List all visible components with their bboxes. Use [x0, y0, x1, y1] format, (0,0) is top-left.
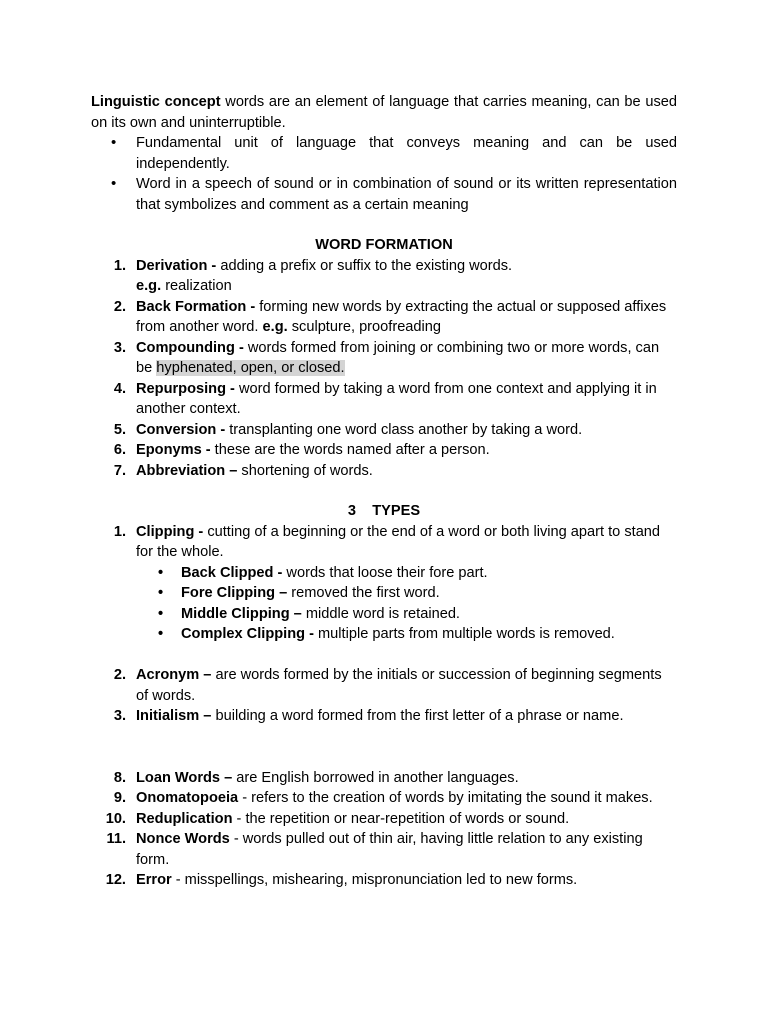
sub-text: multiple parts from multiple words is removed.: [313, 626, 615, 642]
item-text: cutting of a beginning or the end of a word or both living apart to stand for the whole.: [136, 523, 661, 560]
item-text: building a word formed from the first letter of a phrase or name.: [211, 708, 624, 724]
list-item: [91, 665, 677, 706]
spacer: [91, 727, 677, 768]
more-formation-list: [91, 768, 677, 891]
list-item: [91, 338, 677, 379]
list-item: [91, 256, 677, 297]
sub-term: Fore Clipping –: [181, 585, 288, 601]
highlighted-text: hyphenated, open, or closed.: [156, 360, 345, 376]
item-text: adding a prefix or suffix to the existing words.: [216, 257, 513, 274]
item-text: shortening of words.: [237, 462, 373, 479]
item-text: word formed by taking a word from one context and applying it in another context.: [136, 380, 657, 417]
item-number: 6.: [113, 442, 126, 458]
item-term: Initialism –: [136, 708, 212, 724]
list-item: [91, 440, 677, 461]
item-term: Clipping -: [136, 523, 204, 540]
bullet-item: • Word in a speech of sound or in combination of sound or its written representation that symbolizes and comment as a certain meaning: [91, 174, 677, 215]
clipping-sublist: [136, 563, 677, 645]
item-number: 7.: [113, 462, 126, 479]
item-number: 10.: [105, 810, 126, 827]
item-text: - words pulled out of thin air, having little relation to any existing form.: [136, 831, 643, 868]
sub-term: Complex Clipping -: [181, 626, 314, 642]
list-item: [91, 829, 677, 870]
sub-text: removed the first word.: [287, 585, 440, 601]
item-number: 12.: [105, 872, 126, 888]
item-text: are words formed by the initials or succession of beginning segments of words.: [136, 667, 662, 704]
item-term: Onomatopoeia: [136, 790, 239, 806]
item-term: Conversion -: [136, 421, 226, 438]
item-number: 2.: [113, 667, 126, 683]
item-text: words formed from joining or combining two or more words, can be: [136, 339, 660, 376]
item-text: transplanting one word class another by taking a word.: [225, 421, 583, 438]
sub-term: Back Clipped -: [181, 564, 283, 581]
sub-text: middle word is retained.: [301, 605, 460, 622]
sub-item: [136, 604, 677, 625]
list-item: [91, 420, 677, 441]
list-item: [91, 461, 677, 482]
item-text: are English borrowed in another languages.: [232, 769, 519, 786]
spacer: [91, 645, 677, 666]
document-page: [91, 92, 677, 891]
item-term: Reduplication: [136, 810, 233, 827]
item-text: these are the words named after a person.: [210, 442, 490, 458]
heading-types: 3 TYPES: [347, 503, 421, 519]
sub-term: Middle Clipping –: [181, 605, 302, 622]
item-term: Abbreviation –: [136, 462, 238, 479]
item-text: forming new words by extracting the actual or supposed affixes from another word.: [136, 298, 667, 335]
item-term: Nonce Words: [136, 831, 230, 847]
item-eg-label: e.g.: [136, 278, 162, 294]
item-eg-label: e.g.: [262, 319, 288, 335]
item-number: 3.: [113, 339, 126, 356]
item-term: Acronym –: [136, 667, 212, 683]
formation-list: [91, 256, 677, 482]
intro-term: Linguistic concept: [91, 94, 221, 110]
item-number: 4.: [113, 380, 126, 397]
item-eg: realization: [161, 278, 232, 294]
item-number: 1.: [113, 257, 126, 274]
item-number: 1.: [113, 523, 126, 540]
heading-word-formation: WORD FORMATION: [315, 237, 453, 253]
item-number: 11.: [106, 831, 126, 847]
item-number: 9.: [113, 790, 126, 806]
item-term: Repurposing -: [136, 380, 235, 397]
list-item: [91, 788, 677, 809]
item-number: 3.: [113, 708, 126, 724]
list-item: [91, 522, 677, 645]
types-list: [91, 522, 677, 727]
intro-text: words are an element of language that carries meaning, can be used on its own and uninterruptible.: [91, 94, 677, 131]
list-item: [91, 379, 677, 420]
list-item: [91, 297, 677, 338]
sub-item: [136, 583, 677, 604]
list-item: [91, 768, 677, 789]
sub-item: [136, 563, 677, 584]
item-text: - misspellings, mishearing, mispronunciation led to new forms.: [171, 872, 578, 888]
item-term: Derivation -: [136, 257, 217, 274]
sub-text: words that loose their fore part.: [282, 564, 488, 581]
list-item: [91, 870, 677, 891]
definition-bullets: [91, 133, 677, 215]
item-number: 2.: [113, 298, 126, 315]
item-text: - refers to the creation of words by imitating the sound it makes.: [238, 790, 653, 806]
item-number: 8.: [113, 769, 126, 786]
item-term: Compounding -: [136, 339, 244, 356]
bullet-item: • Fundamental unit of language that conveys meaning and can be used independently.: [91, 133, 677, 174]
sub-item: [136, 624, 677, 645]
item-text: - the repetition or near-repetition of words or sound.: [232, 810, 570, 827]
list-item: [91, 706, 677, 727]
list-item: [91, 809, 677, 830]
item-number: 5.: [113, 421, 126, 438]
intro-paragraph: [91, 92, 677, 133]
item-term: Eponyms -: [136, 442, 211, 458]
item-term: Back Formation -: [136, 298, 256, 315]
item-term: Loan Words –: [136, 769, 233, 786]
item-eg: sculpture, proofreading: [287, 319, 442, 335]
item-term: Error: [136, 872, 172, 888]
